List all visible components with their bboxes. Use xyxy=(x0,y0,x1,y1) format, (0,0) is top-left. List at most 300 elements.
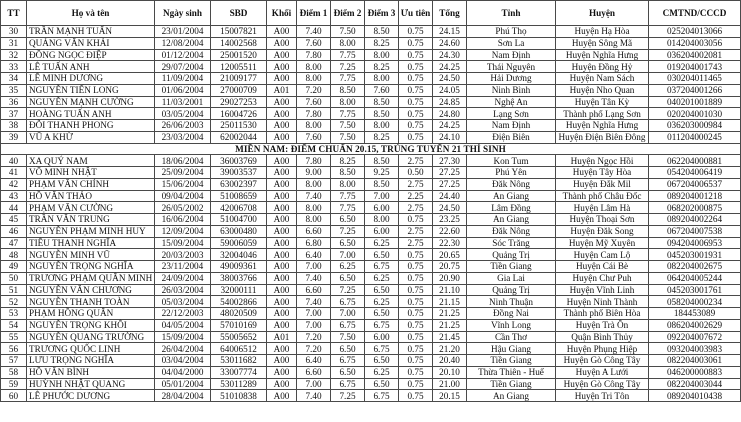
cell-khoi: A00 xyxy=(267,249,297,261)
cell-diem-3: 8.00 xyxy=(365,49,399,61)
cell-name: NGUYỄN MINH VŨ xyxy=(27,249,155,261)
cell-diem-2: 6.50 xyxy=(331,343,365,355)
cell-khoi: A00 xyxy=(267,225,297,237)
table-row xyxy=(1,308,741,320)
cell-dob: 26/06/2003 xyxy=(155,120,211,132)
cell-huyen: Huyện Cam Lộ xyxy=(556,249,649,261)
cell-tong: 24.85 xyxy=(433,96,467,108)
cell-tt: 57 xyxy=(1,355,27,367)
cell-name: NGUYỄN TRỌNG NGHĨA xyxy=(27,261,155,273)
cell-diem-2: 6.75 xyxy=(331,319,365,331)
section-title: MIỀN NAM: ĐIỂM CHUẨN 20.15, TRÚNG TUYỂN 21 THÍ SINH xyxy=(1,143,741,155)
cell-huyen: Huyện Ninh Thành xyxy=(556,296,649,308)
cell-tt: 36 xyxy=(1,96,27,108)
cell-diem-3: 8.50 xyxy=(365,26,399,38)
cell-diem-2: 7.75 xyxy=(331,202,365,214)
cell-sbd: 14002568 xyxy=(211,37,267,49)
cell-tt: 47 xyxy=(1,237,27,249)
cell-khoi: A00 xyxy=(267,178,297,190)
cell-tong: 24.10 xyxy=(433,131,467,143)
cell-uu-tien: 0.75 xyxy=(399,319,433,331)
cell-tong: 20.65 xyxy=(433,249,467,261)
header-huyen: Huyện xyxy=(556,1,649,26)
cell-huyen: Huyện Đắk Mil xyxy=(556,178,649,190)
cell-huyen: Huyện Tây Hòa xyxy=(556,167,649,179)
cell-name: NGUYỄN THANH TOÀN xyxy=(27,296,155,308)
cell-name: TIÊU THANH NGHĨA xyxy=(27,237,155,249)
cell-tinh: Thái Nguyên xyxy=(467,61,556,73)
cell-tong: 20.15 xyxy=(433,390,467,402)
cell-cmtnd: 082204002675 xyxy=(649,261,741,273)
cell-tt: 40 xyxy=(1,155,27,167)
cell-diem-2: 6.75 xyxy=(331,296,365,308)
table-row xyxy=(1,261,741,273)
cell-diem-3: 9.25 xyxy=(365,167,399,179)
cell-sbd: 33007774 xyxy=(211,366,267,378)
cell-khoi: A00 xyxy=(267,49,297,61)
cell-sbd: 64006512 xyxy=(211,343,267,355)
cell-tinh: Tiền Giang xyxy=(467,378,556,390)
cell-name: PHẠM HỒNG QUÂN xyxy=(27,308,155,320)
table-header-row xyxy=(1,1,741,26)
cell-uu-tien: 0.75 xyxy=(399,355,433,367)
cell-diem-2: 8.00 xyxy=(331,178,365,190)
cell-diem-3: 6.75 xyxy=(365,390,399,402)
cell-diem-2: 7.00 xyxy=(331,249,365,261)
cell-name: XA QUÝ NAM xyxy=(27,155,155,167)
cell-tong: 20.75 xyxy=(433,261,467,273)
cell-huyen: Huyện Tri Tôn xyxy=(556,390,649,402)
cell-sbd: 16004726 xyxy=(211,108,267,120)
cell-tt: 30 xyxy=(1,26,27,38)
cell-diem-2: 8.50 xyxy=(331,84,365,96)
cell-diem-1: 7.60 xyxy=(297,131,331,143)
cell-diem-1: 7.60 xyxy=(297,37,331,49)
cell-uu-tien: 2.75 xyxy=(399,202,433,214)
cell-name: NGUYỄN MẠNH CƯỜNG xyxy=(27,96,155,108)
cell-tong: 21.25 xyxy=(433,308,467,320)
cell-huyen: Huyện Nam Sách xyxy=(556,73,649,85)
cell-tong: 24.15 xyxy=(433,26,467,38)
cell-uu-tien: 0.75 xyxy=(399,343,433,355)
cell-diem-2: 7.50 xyxy=(331,26,365,38)
cell-sbd: 38003766 xyxy=(211,272,267,284)
table-row xyxy=(1,49,741,61)
cell-diem-3: 8.50 xyxy=(365,178,399,190)
cell-diem-1: 7.40 xyxy=(297,26,331,38)
cell-diem-1: 8.00 xyxy=(297,120,331,132)
cell-diem-3: 8.50 xyxy=(365,96,399,108)
cell-khoi: A00 xyxy=(267,237,297,249)
table-row xyxy=(1,108,741,120)
cell-dob: 15/09/2004 xyxy=(155,331,211,343)
cell-sbd: 54002866 xyxy=(211,296,267,308)
cell-cmtnd: 064204005244 xyxy=(649,272,741,284)
cell-uu-tien: 0.75 xyxy=(399,37,433,49)
cell-name: TRƯƠNG QUỐC LINH xyxy=(27,343,155,355)
cell-diem-2: 8.00 xyxy=(331,37,365,49)
cell-diem-3: 6.00 xyxy=(365,202,399,214)
cell-uu-tien: 0.75 xyxy=(399,261,433,273)
cell-diem-1: 8.00 xyxy=(297,202,331,214)
cell-tong: 23.25 xyxy=(433,214,467,226)
table-row xyxy=(1,155,741,167)
table-row xyxy=(1,225,741,237)
cell-diem-3: 6.50 xyxy=(365,378,399,390)
cell-tong: 27.25 xyxy=(433,167,467,179)
cell-diem-3: 8.00 xyxy=(365,214,399,226)
table-row xyxy=(1,296,741,308)
cell-huyen: Thành phố Lạng Sơn xyxy=(556,108,649,120)
cell-cmtnd: 019204001743 xyxy=(649,61,741,73)
cell-diem-2: 8.00 xyxy=(331,96,365,108)
cell-sbd: 49009361 xyxy=(211,261,267,273)
cell-diem-1: 8.00 xyxy=(297,178,331,190)
table-row xyxy=(1,26,741,38)
cell-tt: 42 xyxy=(1,178,27,190)
cell-tinh: Sóc Trăng xyxy=(467,237,556,249)
cell-diem-1: 7.00 xyxy=(297,261,331,273)
cell-diem-2: 8.50 xyxy=(331,167,365,179)
header-tt: TT xyxy=(1,1,27,26)
cell-diem-1: 7.80 xyxy=(297,49,331,61)
cell-huyen: Huyện Gò Công Tây xyxy=(556,355,649,367)
cell-diem-3: 8.25 xyxy=(365,131,399,143)
cell-tt: 39 xyxy=(1,131,27,143)
cell-name: TRƯƠNG PHẠM QUÂN MINH xyxy=(27,272,155,284)
table-row xyxy=(1,73,741,85)
cell-name: LÊ TUẤN ANH xyxy=(27,61,155,73)
cell-tt: 44 xyxy=(1,202,27,214)
header-uu-tien: Ưu tiên xyxy=(399,1,433,26)
cell-dob: 28/04/2004 xyxy=(155,390,211,402)
cell-sbd: 32000111 xyxy=(211,284,267,296)
cell-tinh: Sơn La xyxy=(467,37,556,49)
cell-uu-tien: 0.75 xyxy=(399,131,433,143)
cell-cmtnd: 058204000234 xyxy=(649,296,741,308)
cell-tong: 21.25 xyxy=(433,319,467,331)
cell-sbd: 53011289 xyxy=(211,378,267,390)
cell-tinh: Tiền Giang xyxy=(467,261,556,273)
cell-diem-2: 7.75 xyxy=(331,49,365,61)
cell-diem-1: 6.60 xyxy=(297,284,331,296)
cell-diem-3: 6.50 xyxy=(365,249,399,261)
cell-tt: 59 xyxy=(1,378,27,390)
cell-khoi: A00 xyxy=(267,131,297,143)
cell-cmtnd: 089204002264 xyxy=(649,214,741,226)
cell-tt: 51 xyxy=(1,284,27,296)
cell-tinh: Đăk Nông xyxy=(467,225,556,237)
cell-uu-tien: 2.75 xyxy=(399,155,433,167)
cell-uu-tien: 0.75 xyxy=(399,49,433,61)
cell-khoi: A00 xyxy=(267,366,297,378)
cell-name: NGUYỄN VĂN CHƯƠNG xyxy=(27,284,155,296)
cell-diem-3: 8.25 xyxy=(365,37,399,49)
cell-name: NGUYỄN TIẾN LONG xyxy=(27,84,155,96)
cell-name: NGUYỄN TRỌNG KHÔI xyxy=(27,319,155,331)
cell-diem-1: 6.40 xyxy=(297,355,331,367)
cell-huyen: Thành phố Biên Hòa xyxy=(556,308,649,320)
cell-diem-2: 7.25 xyxy=(331,284,365,296)
table-row xyxy=(1,237,741,249)
cell-tinh: Đăk Nông xyxy=(467,178,556,190)
cell-uu-tien: 0.75 xyxy=(399,120,433,132)
cell-cmtnd: 082204003061 xyxy=(649,355,741,367)
cell-tong: 22.60 xyxy=(433,225,467,237)
cell-diem-1: 7.00 xyxy=(297,319,331,331)
cell-tt: 46 xyxy=(1,225,27,237)
cell-khoi: A01 xyxy=(267,84,297,96)
cell-diem-2: 6.75 xyxy=(331,355,365,367)
cell-cmtnd: 068202000875 xyxy=(649,202,741,214)
cell-uu-tien: 0.75 xyxy=(399,308,433,320)
cell-name: QUẢNG VĂN KHẢI xyxy=(27,37,155,49)
section-row xyxy=(1,143,741,155)
cell-diem-3: 6.25 xyxy=(365,272,399,284)
cell-dob: 04/05/2004 xyxy=(155,319,211,331)
table-row xyxy=(1,343,741,355)
cell-tt: 43 xyxy=(1,190,27,202)
cell-diem-3: 7.00 xyxy=(365,190,399,202)
cell-huyen: Thành phố Châu Đốc xyxy=(556,190,649,202)
cell-huyen: Huyện A Lưới xyxy=(556,366,649,378)
cell-diem-2: 6.50 xyxy=(331,214,365,226)
cell-name: HUỲNH NHẬT QUANG xyxy=(27,378,155,390)
cell-diem-2: 7.50 xyxy=(331,120,365,132)
cell-cmtnd: 082204003044 xyxy=(649,378,741,390)
cell-tt: 49 xyxy=(1,261,27,273)
cell-huyen: Huyện Sông Mã xyxy=(556,37,649,49)
cell-khoi: A00 xyxy=(267,355,297,367)
cell-sbd: 51004700 xyxy=(211,214,267,226)
cell-tong: 24.05 xyxy=(433,84,467,96)
cell-huyen: Huyện Hạ Hòa xyxy=(556,26,649,38)
cell-khoi: A00 xyxy=(267,167,297,179)
table-row xyxy=(1,249,741,261)
cell-tong: 20.40 xyxy=(433,355,467,367)
header-tong: Tổng xyxy=(433,1,467,26)
cell-dob: 15/06/2004 xyxy=(155,178,211,190)
cell-khoi: A00 xyxy=(267,120,297,132)
table-row xyxy=(1,96,741,108)
cell-diem-1: 7.40 xyxy=(297,272,331,284)
cell-khoi: A01 xyxy=(267,331,297,343)
cell-huyen: Huyện Nho Quan xyxy=(556,84,649,96)
table-row xyxy=(1,390,741,402)
cell-khoi: A00 xyxy=(267,390,297,402)
table-row xyxy=(1,272,741,284)
cell-diem-1: 8.00 xyxy=(297,214,331,226)
cell-khoi: A00 xyxy=(267,202,297,214)
cell-diem-2: 7.50 xyxy=(331,131,365,143)
cell-khoi: A00 xyxy=(267,272,297,284)
cell-tinh: An Giang xyxy=(467,214,556,226)
cell-uu-tien: 0.75 xyxy=(399,26,433,38)
cell-dob: 26/05/2002 xyxy=(155,202,211,214)
cell-name: PHẠM VĂN CHÍNH xyxy=(27,178,155,190)
cell-dob: 24/09/2004 xyxy=(155,272,211,284)
cell-tinh: Gia Lai xyxy=(467,272,556,284)
header-name: Họ và tên xyxy=(27,1,155,26)
cell-tong: 24.60 xyxy=(433,37,467,49)
cell-diem-1: 7.80 xyxy=(297,108,331,120)
cell-diem-1: 7.40 xyxy=(297,296,331,308)
table-row xyxy=(1,331,741,343)
table-row xyxy=(1,178,741,190)
cell-cmtnd: 067204007538 xyxy=(649,225,741,237)
cell-tinh: Điện Biên xyxy=(467,131,556,143)
cell-diem-3: 6.25 xyxy=(365,366,399,378)
cell-cmtnd: 030204011465 xyxy=(649,73,741,85)
cell-huyen: Huyện Chư Puh xyxy=(556,272,649,284)
cell-tt: 60 xyxy=(1,390,27,402)
cell-sbd: 36003769 xyxy=(211,155,267,167)
cell-tong: 22.30 xyxy=(433,237,467,249)
cell-tt: 52 xyxy=(1,296,27,308)
cell-huyen: Huyện Đăk Song xyxy=(556,225,649,237)
cell-sbd: 29027253 xyxy=(211,96,267,108)
cell-dob: 23/11/2004 xyxy=(155,261,211,273)
cell-tt: 38 xyxy=(1,120,27,132)
cell-uu-tien: 0.75 xyxy=(399,366,433,378)
cell-sbd: 51008659 xyxy=(211,190,267,202)
cell-diem-2: 7.75 xyxy=(331,108,365,120)
cell-uu-tien: 0.50 xyxy=(399,167,433,179)
cell-khoi: A00 xyxy=(267,284,297,296)
cell-name: HỒ VĂN BÌNH xyxy=(27,366,155,378)
cell-khoi: A00 xyxy=(267,190,297,202)
cell-tong: 21.20 xyxy=(433,343,467,355)
cell-tinh: Ninh Bình xyxy=(467,84,556,96)
table-row xyxy=(1,167,741,179)
cell-diem-2: 7.00 xyxy=(331,308,365,320)
cell-uu-tien: 2.25 xyxy=(399,190,433,202)
header-khoi: Khối xyxy=(267,1,297,26)
cell-diem-1: 7.40 xyxy=(297,390,331,402)
header-diem-1: Điểm 1 xyxy=(297,1,331,26)
cell-uu-tien: 0.75 xyxy=(399,296,433,308)
cell-diem-1: 7.20 xyxy=(297,331,331,343)
cell-uu-tien: 2.75 xyxy=(399,178,433,190)
table-row xyxy=(1,284,741,296)
cell-cmtnd: 094204006953 xyxy=(649,237,741,249)
cell-tinh: Hậu Giang xyxy=(467,343,556,355)
cell-diem-3: 6.25 xyxy=(365,237,399,249)
cell-tinh: Lâm Đồng xyxy=(467,202,556,214)
cell-diem-3: 6.75 xyxy=(365,261,399,273)
table-row xyxy=(1,366,741,378)
cell-sbd: 25011530 xyxy=(211,120,267,132)
cell-dob: 12/09/2004 xyxy=(155,225,211,237)
cell-diem-2: 7.75 xyxy=(331,73,365,85)
cell-name: LÊ PHƯỚC DƯƠNG xyxy=(27,390,155,402)
cell-diem-3: 6.50 xyxy=(365,284,399,296)
cell-diem-1: 6.60 xyxy=(297,225,331,237)
cell-khoi: A00 xyxy=(267,261,297,273)
cell-dob: 11/09/2004 xyxy=(155,73,211,85)
cell-name: TRẦN MẠNH TUẤN xyxy=(27,26,155,38)
cell-dob: 22/12/2003 xyxy=(155,308,211,320)
cell-diem-3: 8.25 xyxy=(365,61,399,73)
cell-uu-tien: 0.75 xyxy=(399,331,433,343)
cell-huyen: Huyện Nghĩa Hưng xyxy=(556,120,649,132)
table-row xyxy=(1,319,741,331)
cell-diem-3: 6.00 xyxy=(365,225,399,237)
cell-sbd: 53011682 xyxy=(211,355,267,367)
cell-huyen: Huyện Gò Công Tây xyxy=(556,378,649,390)
cell-sbd: 39003537 xyxy=(211,167,267,179)
cell-tinh: Phú Yên xyxy=(467,167,556,179)
cell-name: HOÀNG TUẤN ANH xyxy=(27,108,155,120)
cell-name: VÕ MINH NHẬT xyxy=(27,167,155,179)
cell-dob: 20/03/2003 xyxy=(155,249,211,261)
table-row xyxy=(1,84,741,96)
cell-diem-1: 7.20 xyxy=(297,343,331,355)
cell-sbd: 12005511 xyxy=(211,61,267,73)
cell-diem-2: 6.50 xyxy=(331,366,365,378)
table-row xyxy=(1,37,741,49)
cell-uu-tien: 0.75 xyxy=(399,390,433,402)
cell-tt: 34 xyxy=(1,73,27,85)
cell-dob: 01/06/2004 xyxy=(155,84,211,96)
cell-tinh: Cần Thơ xyxy=(467,331,556,343)
cell-diem-1: 6.60 xyxy=(297,366,331,378)
cell-sbd: 63002397 xyxy=(211,178,267,190)
table-row xyxy=(1,190,741,202)
cell-tt: 31 xyxy=(1,37,27,49)
cell-name: HỒ VĂN THẢO xyxy=(27,190,155,202)
cell-tong: 24.80 xyxy=(433,108,467,120)
cell-diem-1: 7.40 xyxy=(297,190,331,202)
cell-tt: 53 xyxy=(1,308,27,320)
cell-tinh: Thừa Thiên - Huế xyxy=(467,366,556,378)
cell-name: ĐỖI THANH PHONG xyxy=(27,120,155,132)
cell-tinh: Hải Dương xyxy=(467,73,556,85)
cell-diem-1: 7.60 xyxy=(297,96,331,108)
table-row xyxy=(1,202,741,214)
cell-name: LÊ MINH DƯƠNG xyxy=(27,73,155,85)
cell-diem-2: 6.75 xyxy=(331,378,365,390)
cell-diem-2: 7.25 xyxy=(331,225,365,237)
cell-tt: 55 xyxy=(1,331,27,343)
header-sbd: SBD xyxy=(211,1,267,26)
cell-huyen: Huyện Nghĩa Hưng xyxy=(556,49,649,61)
cell-cmtnd: 092204007672 xyxy=(649,331,741,343)
cell-name: LƯU TRỌNG NGHĨA xyxy=(27,355,155,367)
cell-tinh: An Giang xyxy=(467,390,556,402)
cell-dob: 26/04/2004 xyxy=(155,343,211,355)
cell-cmtnd: 025204013066 xyxy=(649,26,741,38)
cell-dob: 26/03/2004 xyxy=(155,284,211,296)
cell-cmtnd: 020204001030 xyxy=(649,108,741,120)
cell-dob: 29/07/2004 xyxy=(155,61,211,73)
cell-dob: 23/03/2004 xyxy=(155,131,211,143)
cell-uu-tien: 0.75 xyxy=(399,214,433,226)
cell-diem-2: 7.25 xyxy=(331,390,365,402)
cell-tong: 24.40 xyxy=(433,190,467,202)
cell-diem-2: 7.50 xyxy=(331,331,365,343)
header-diem-3: Điểm 3 xyxy=(365,1,399,26)
cell-diem-3: 8.50 xyxy=(365,108,399,120)
cell-tong: 24.50 xyxy=(433,202,467,214)
cell-diem-3: 7.60 xyxy=(365,84,399,96)
cell-diem-3: 6.50 xyxy=(365,355,399,367)
cell-tt: 32 xyxy=(1,49,27,61)
cell-name: TRẦN VĂN TRUNG xyxy=(27,214,155,226)
cell-khoi: A00 xyxy=(267,155,297,167)
cell-tong: 24.25 xyxy=(433,120,467,132)
cell-uu-tien: 0.75 xyxy=(399,108,433,120)
